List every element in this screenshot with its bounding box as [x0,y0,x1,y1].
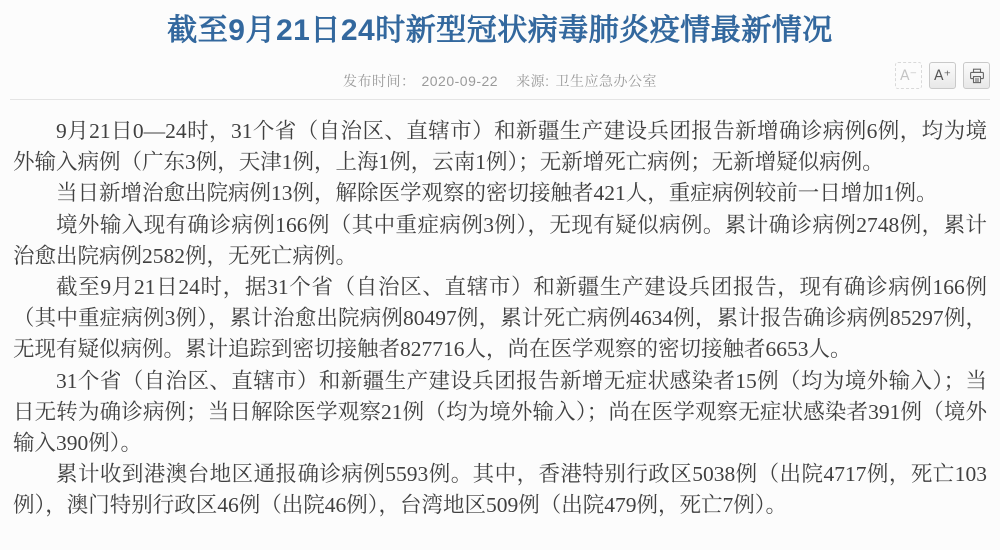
article-paragraph: 累计收到港澳台地区通报确诊病例5593例。其中，香港特别行政区5038例（出院4717例，死亡103例），澳门特别行政区46例（出院46例），台湾地区509例（出院479例，死亡7例）。 [13,462,987,518]
article-paragraph: 截至9月21日24时，据31个省（自治区、直辖市）和新疆生产建设兵团报告，现有确诊病例166例（其中重症病例3例），累计治愈出院病例80497例，累计死亡病例4634例，累计报告确诊病例85297例，无现有疑似病例。累计追踪到密切接触者827716人，尚在医学观察的密切接触者6653人。 [13,275,987,362]
article-page [0,13,1000,550]
publish-time-label: 发布时间： [342,73,416,89]
font-decrease-button[interactable]: A⁻ [895,62,922,89]
printer-icon [969,68,985,84]
publish-info [0,65,1000,91]
font-increase-button[interactable]: A⁺ [929,62,956,89]
article-paragraph: 9月21日0—24时，31个省（自治区、直辖市）和新疆生产建设兵团报告新增确诊病例6例，均为境外输入病例（广东3例，天津1例，上海1例，云南1例）；无新增死亡病例；无新增疑似病例。 [13,119,987,175]
article-paragraph: 31个省（自治区、直辖市）和新疆生产建设兵团报告新增无症状感染者15例（均为境外输入）；当日无转为确诊病例；当日解除医学观察21例（均为境外输入）；尚在医学观察无症状感染者391例（境外输入390例）。 [13,368,987,456]
print-button[interactable] [963,62,990,89]
source-label: 来源: [516,73,550,89]
page-title: 截至9月21日24时新型冠状病毒肺炎疫情最新情况 [167,14,833,47]
article-body [0,100,1000,522]
article-paragraph: 当日新增治愈出院病例13例，解除医学观察的密切接触者421人，重症病例较前一日增加1例。 [56,181,938,206]
article-paragraph: 境外输入现有确诊病例166例（其中重症病例3例），无现有疑似病例。累计确诊病例2748例，累计治愈出院病例2582例，无死亡病例。 [13,212,987,268]
source-value: 卫生应急办公室 [555,73,657,89]
font-print-toolbar [895,62,990,89]
meta-row [0,65,1000,95]
publish-date: 2020-09-22 [421,73,499,89]
